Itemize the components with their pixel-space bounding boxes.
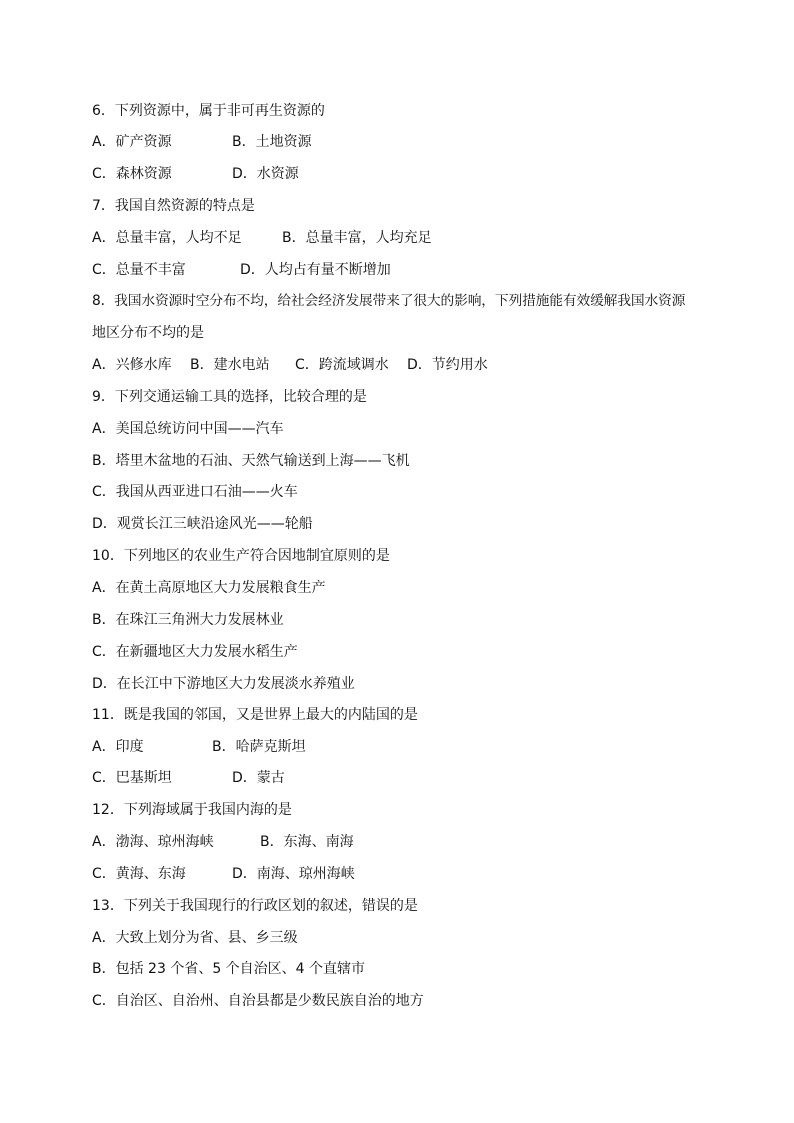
- option-c: C．森林资源: [92, 166, 172, 182]
- question-10-option-d: D．在长江中下游地区大力发展淡水养殖业: [92, 676, 355, 692]
- question-7-stem: 7．我国自然资源的特点是: [92, 198, 255, 214]
- option-c: C．总量不丰富: [92, 262, 186, 278]
- option-a: A．矿产资源: [92, 134, 172, 150]
- option-b: B．土地资源: [232, 134, 312, 150]
- question-13-option-c: C．自治区、自治州、自治县都是少数民族自治的地方: [92, 993, 424, 1009]
- question-13-option-a: A．大致上划分为省、县、乡三级: [92, 930, 298, 946]
- question-11-stem: 11．既是我国的邻国，又是世界上最大的内陆国的是: [92, 707, 418, 723]
- option-d: D．节约用水: [407, 357, 488, 373]
- option-c: C．巴基斯坦: [92, 770, 172, 786]
- option-b: B．哈萨克斯坦: [212, 739, 306, 755]
- option-b: B．东海、南海: [260, 834, 354, 850]
- option-d: D．蒙古: [232, 770, 285, 786]
- option-a: A．印度: [92, 739, 144, 755]
- question-12-stem: 12．下列海域属于我国内海的是: [92, 802, 292, 818]
- option-d: D．南海、琼州海峡: [232, 866, 355, 882]
- option-a: A．兴修水库: [92, 357, 172, 373]
- question-10-stem: 10．下列地区的农业生产符合因地制宜原则的是: [92, 548, 390, 564]
- question-9-option-b: B．塔里木盆地的石油、天然气输送到上海——飞机: [92, 453, 410, 469]
- option-a: A．总量丰富，人均不足: [92, 230, 242, 246]
- question-8-stem-line-2: 地区分布不均的是: [92, 325, 204, 341]
- question-9-option-d: D．观赏长江三峡沿途风光——轮船: [92, 516, 313, 532]
- question-6-stem: 6．下列资源中，属于非可再生资源的: [92, 103, 325, 119]
- question-8-stem-line-1: 8．我国水资源时空分布不均，给社会经济发展带来了很大的影响，下列措施能有效缓解我国水资源: [92, 293, 686, 309]
- question-9-option-a: A．美国总统访问中国——汽车: [92, 421, 284, 437]
- question-13-option-b: B．包括 23 个省、5 个自治区、4 个直辖市: [92, 961, 366, 977]
- option-a: A．渤海、琼州海峡: [92, 834, 214, 850]
- option-d: D．人均占有量不断增加: [240, 262, 391, 278]
- option-c: C．跨流域调水: [295, 357, 389, 373]
- question-10-option-c: C．在新疆地区大力发展水稻生产: [92, 644, 298, 660]
- question-9-option-c: C．我国从西亚进口石油——火车: [92, 484, 298, 500]
- option-b: B．总量丰富，人均充足: [282, 230, 432, 246]
- option-b: B．建水电站: [190, 357, 270, 373]
- question-10-option-a: A．在黄土高原地区大力发展粮食生产: [92, 580, 326, 596]
- option-c: C．黄海、东海: [92, 866, 186, 882]
- question-9-stem: 9．下列交通运输工具的选择，比较合理的是: [92, 389, 367, 405]
- question-13-stem: 13．下列关于我国现行的行政区划的叙述，错误的是: [92, 898, 418, 914]
- question-10-option-b: B．在珠江三角洲大力发展林业: [92, 612, 284, 628]
- option-d: D．水资源: [232, 166, 299, 182]
